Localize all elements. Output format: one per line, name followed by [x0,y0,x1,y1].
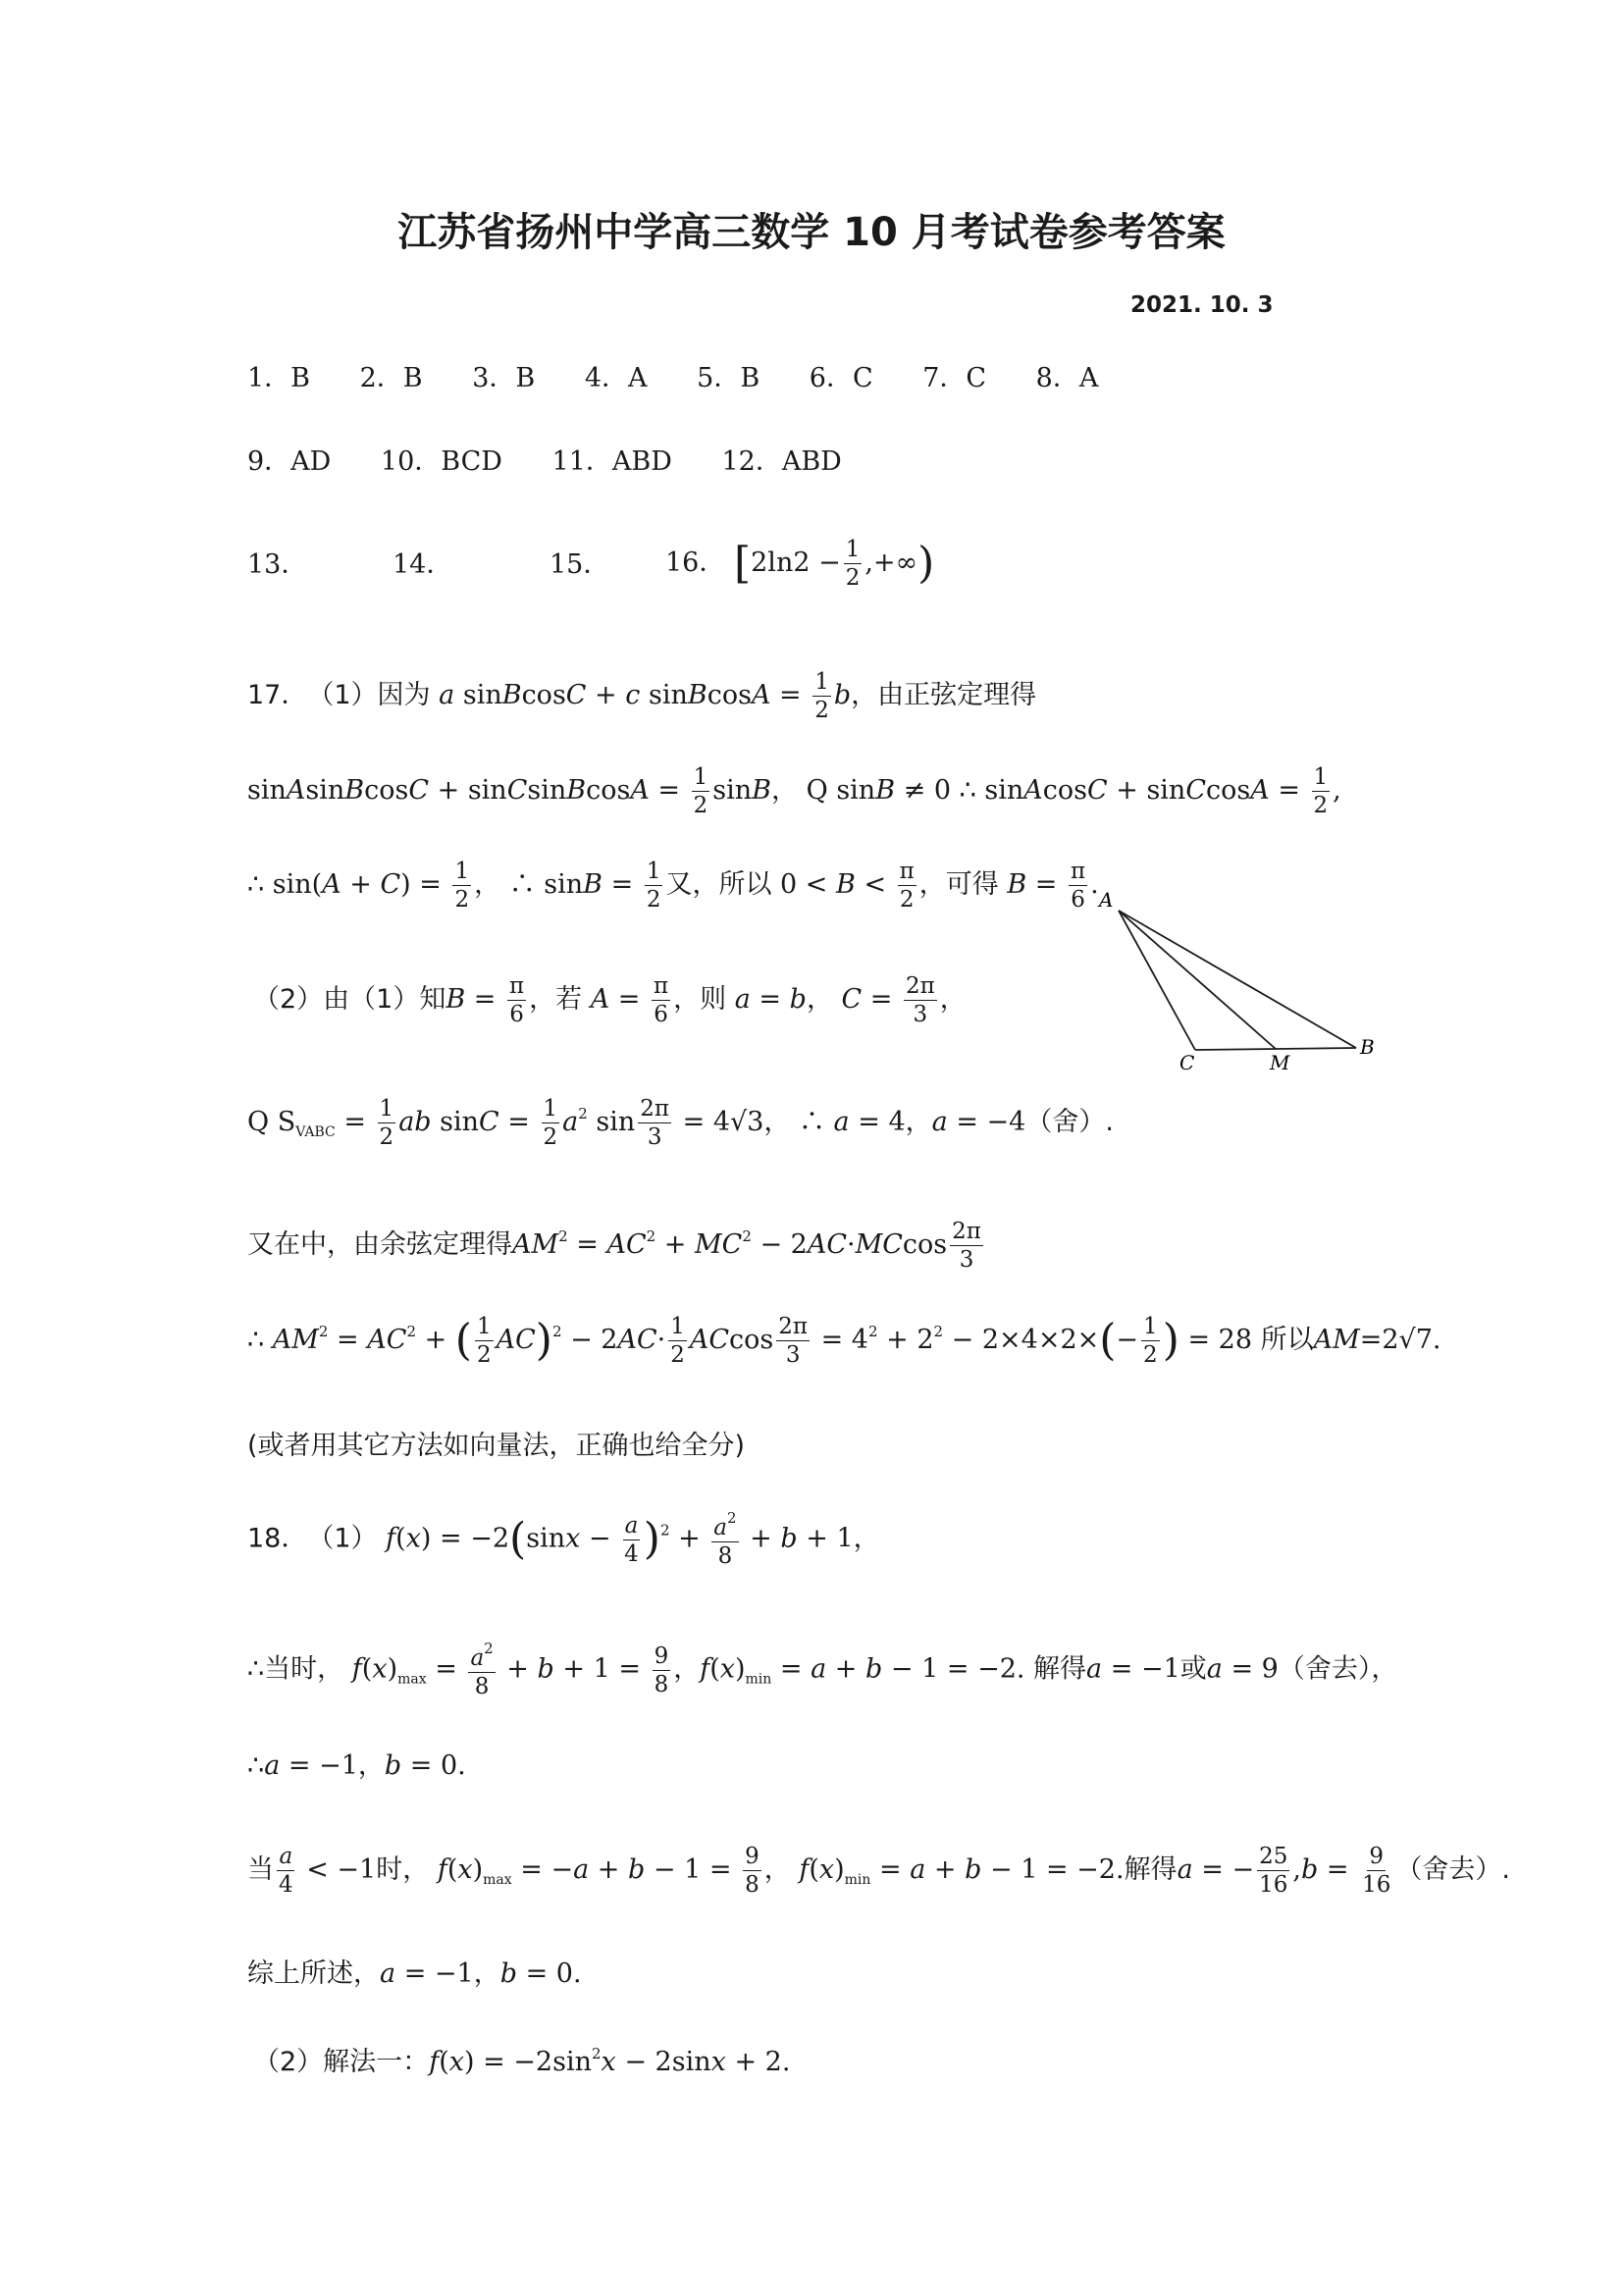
q17-line-3: ∴ sin(A + C) = $\frac{1}{2}$ ， ∴ sinB = $\frac{1}{2}$ 又，所以 0 < B < $\frac{\pi}{2}$ ，可得 B = $\frac{\pi}{6}$ . [247,859,1099,913]
answer-11: 11．ABD [551,446,672,477]
q17-line-6: 又在中，由余弦定理得$AM^2 = AC^2 + MC^2 - 2AC\cdot MCcos$ $\frac{2\pi}{3}$ [247,1219,981,1274]
q17-line-7: ∴ $AM^2 = AC^2$ + ( $\frac{1}{2}$ AC)$^2$ − 2AC· $\frac{1}{2}$ ACcos $\frac{2\pi}{3}$ = $4^2 + 2^2 - 2\times 4\times 2\times(-$ $\frac{1}{2}$ ) = 28 所以AM=2√7. [247,1314,1441,1369]
answer-15: 15． [550,549,610,580]
answer-1: 1．B [247,363,311,393]
answer-3: 3．B [472,363,536,393]
q17-line-4: （2）由（1）知B = $\frac{\pi}{6}$ ，若 A = $\frac{\pi}{6}$ ，则 a = b， C = $\frac{2\pi}{3}$ ， [253,973,967,1028]
label-b: B [1360,1035,1375,1059]
answer-16: 16． [2ln2 − $\frac{1}{2}$ ,+∞) [665,537,935,592]
mc-answers-row [247,365,1139,391]
q18-line-4: 当 $\frac{a}{4}$ < −1时， $f(x)_{max} = -a + b - 1$ = $\frac{9}{8}$ ， $f(x)_{min} = a + b - 1 = -2$.解得a = − $\frac{25}{16}$ ,b = $\frac{9}{16}$ （舍去）. [247,1844,1510,1899]
date: 2021. 10. 3 [1130,292,1274,318]
label-m: M [1270,1051,1290,1074]
q17-line-5: Q $S_{VABC}$ = $\frac{1}{2}$ ab sinC = $\frac{1}{2}$ $a^2$ sin $\frac{2\pi}{3}$ = 4√3， ∴ a = 4，a = −4（舍）. [247,1096,1114,1151]
answer-4: 4．A [584,363,648,393]
answer-14: 14． [393,549,453,580]
triangle-figure [1097,883,1391,1079]
q18-line-6: （2）解法一：$f(x) = -2\sin^2x - 2\sin x + 2$. [253,2045,791,2077]
q17-line-1: 17． （1）因为 a sinBcosC + c sinBcosA = $\frac{1}{2}$ b，由正弦定理得 [247,669,1037,724]
label-a: A [1099,888,1114,912]
q18-line-2: ∴当时， $f(x)_{max}$ = $\frac{a^2}{8}$ + b + 1 = $\frac{9}{8}$ ，$f(x)_{min} = a + b - 1 = -2$. 解得a = −1或a = 9（舍去）， [247,1640,1398,1700]
multi-answers-row [247,448,883,475]
answer-2: 2．B [359,363,423,393]
answer-12: 12．ABD [721,446,842,477]
q18-line-5: 综上所述，a = −1，b = 0. [247,1958,582,1989]
answer-6: 6．C [809,363,873,393]
answer-9: 9．AD [247,446,332,477]
answer-8: 8．A [1035,363,1099,393]
q18-line-1: 18． （1） f(x) = −2(sinx − $\frac{a}{4}$ )$^2$ + $\frac{a^2}{8}$ + b + 1， [247,1509,880,1570]
q18-line-3: ∴a = −1，b = 0. [247,1750,466,1781]
answer-13: 13． [247,549,308,580]
answer-7: 7．C [922,363,987,393]
page-title: 江苏省扬州中学高三数学 10 月考试卷参考答案 [397,210,1226,255]
q17-line-2: sinAsinBcosC + sinCsinBcosA = $\frac{1}{2}$ sinB， Q sinB ≠ 0 ∴ sinAcosC + sinCcosA = $\frac{1}{2}$ , [247,764,1341,819]
q17-note: (或者用其它方法如向量法，正确也给全分) [247,1431,746,1461]
answer-5: 5．B [697,363,760,393]
answer-10: 10．BCD [380,446,502,477]
label-c: C [1179,1051,1195,1074]
